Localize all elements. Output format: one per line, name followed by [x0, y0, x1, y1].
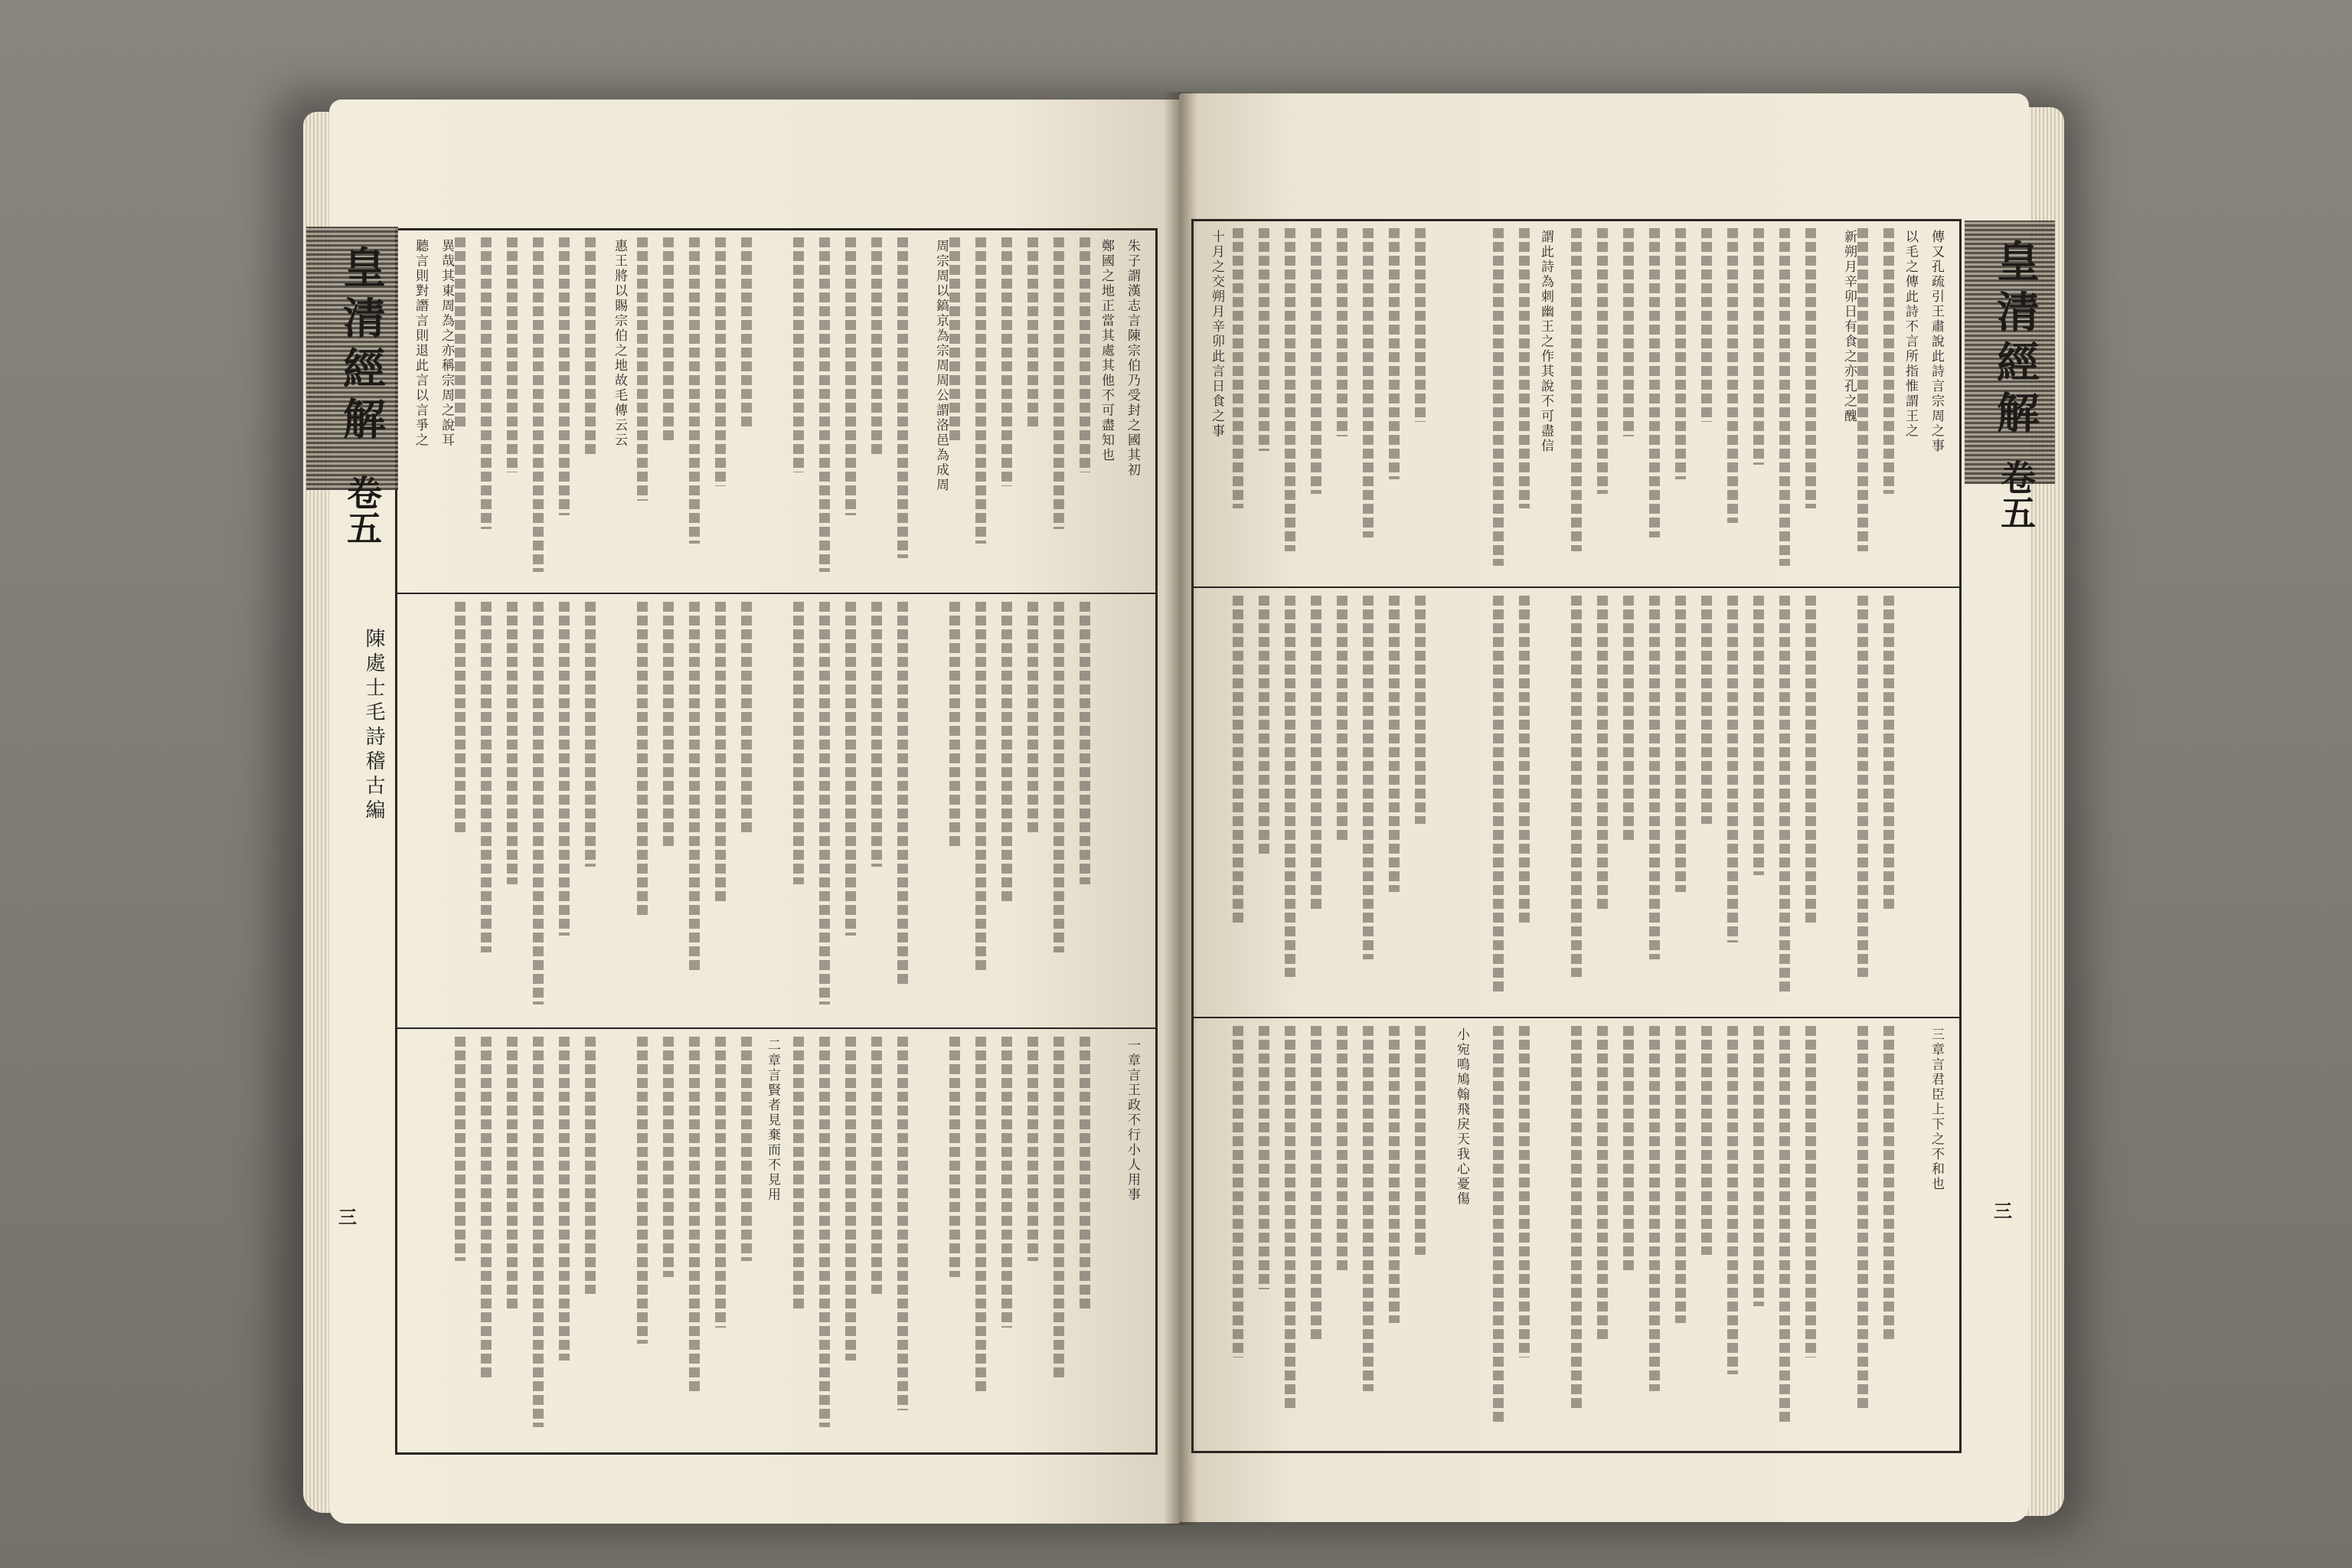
text-column-texture — [585, 602, 596, 867]
text-column-texture — [819, 237, 830, 572]
text-column-texture — [533, 602, 544, 1004]
text-column-texture — [715, 1037, 726, 1328]
text-column-texture — [1779, 596, 1790, 994]
text-column-texture — [1753, 1026, 1764, 1306]
text-column-texture — [1337, 228, 1348, 436]
text-column-texture — [1337, 596, 1348, 841]
text-column-texture — [559, 237, 570, 515]
text-column-texture — [715, 602, 726, 901]
text-column-texture — [1233, 596, 1243, 926]
text-column-texture — [1493, 228, 1504, 566]
text-column-texture — [871, 1037, 882, 1294]
text-column-texture — [1623, 1026, 1634, 1272]
text-column: 異哉其東周為之亦稱宗周之說耳 — [439, 239, 454, 448]
text-column-texture — [637, 1037, 648, 1344]
text-column-texture — [507, 237, 518, 472]
text-column-texture — [1233, 228, 1243, 508]
text-column: 新朔月辛卯日有食之亦孔之醜 — [1841, 230, 1857, 424]
text-column-texture — [1597, 596, 1608, 909]
right-margin-title: 皇清經解 — [1990, 239, 2040, 441]
text-column-texture — [1027, 237, 1038, 430]
text-column-texture — [1701, 596, 1712, 824]
text-column-texture — [1001, 237, 1012, 486]
text-column-texture — [1054, 237, 1064, 529]
text-column-texture — [1001, 602, 1012, 901]
text-column-texture — [1389, 596, 1400, 892]
text-column-texture — [1805, 228, 1816, 508]
text-column-texture — [585, 237, 596, 458]
text-column-texture — [455, 1037, 466, 1261]
text-column-texture — [1311, 596, 1321, 909]
text-column-texture — [1883, 1026, 1894, 1340]
text-column-texture — [897, 237, 908, 558]
text-column-texture — [1571, 228, 1582, 551]
text-column: 一章言王政不行小人用事 — [1125, 1038, 1140, 1203]
text-column: 鄭國之地正當其處其他不可盡知也 — [1099, 239, 1114, 463]
text-column-texture — [1363, 228, 1374, 537]
text-column-texture — [1857, 1026, 1868, 1408]
text-column-texture — [1779, 228, 1790, 566]
text-column-texture — [1415, 1026, 1426, 1255]
text-column-texture — [481, 602, 492, 952]
text-column-texture — [1649, 228, 1660, 537]
text-column: 謂此詩為刺幽王之作其說不可盡信 — [1538, 230, 1553, 454]
text-column-texture — [1389, 1026, 1400, 1323]
text-column-texture — [793, 1037, 804, 1311]
text-column-texture — [1727, 1026, 1738, 1374]
text-column-texture — [507, 1037, 518, 1311]
text-column-texture — [949, 237, 960, 443]
text-column-texture — [1675, 596, 1686, 892]
text-column-texture — [637, 237, 648, 501]
text-column-texture — [1857, 596, 1868, 977]
text-column-texture — [481, 237, 492, 529]
text-column-texture — [845, 602, 856, 936]
left-page-number: 三 — [338, 1206, 357, 1228]
text-column-texture — [1080, 1037, 1090, 1311]
text-column-texture — [1727, 596, 1738, 942]
text-column-texture — [1519, 228, 1530, 508]
left-divider-lower — [395, 1027, 1158, 1029]
text-column-texture — [975, 1037, 986, 1394]
text-column-texture — [845, 237, 856, 515]
left-margin-title: 皇清經解 — [336, 245, 387, 447]
text-column: 聽言則對譖言則退此言以言爭之 — [413, 239, 428, 448]
text-column: 惠王將以賜宗伯之地故毛傳云云 — [612, 239, 627, 448]
text-column-texture — [1027, 602, 1038, 832]
text-column-texture — [1779, 1026, 1790, 1426]
text-column-texture — [1805, 596, 1816, 926]
text-column-texture — [455, 237, 466, 430]
text-column-texture — [819, 1037, 830, 1427]
text-column-texture — [1753, 228, 1764, 465]
text-column-texture — [715, 237, 726, 486]
text-column-texture — [1571, 596, 1582, 977]
text-column-texture — [1675, 228, 1686, 479]
text-column-texture — [689, 237, 700, 544]
text-column-texture — [1054, 602, 1064, 952]
text-column-texture — [1285, 228, 1295, 551]
text-column: 周宗周以鎬京為宗周周公謂洛邑為成周 — [933, 239, 949, 493]
text-column-texture — [975, 237, 986, 544]
text-column-texture — [481, 1037, 492, 1377]
left-margin-volume: 卷五 — [341, 475, 383, 545]
text-column-texture — [1415, 596, 1426, 824]
text-column: 十月之交朔月辛卯此言日食之事 — [1209, 230, 1224, 439]
text-column-texture — [1259, 596, 1269, 858]
text-column: 以毛之傳此詩不言所指惟謂王之 — [1903, 230, 1918, 439]
text-column-texture — [1415, 228, 1426, 422]
text-column-texture — [1259, 1026, 1269, 1289]
text-column-texture — [1649, 596, 1660, 959]
text-column-texture — [1597, 228, 1608, 494]
text-column-texture — [741, 602, 752, 832]
text-column-texture — [1883, 228, 1894, 494]
text-column-texture — [819, 602, 830, 1004]
text-column-texture — [1519, 596, 1530, 926]
text-column-texture — [455, 602, 466, 832]
text-column-texture — [1493, 596, 1504, 994]
text-column-texture — [1363, 596, 1374, 959]
text-column-texture — [1519, 1026, 1530, 1357]
text-column-texture — [1080, 237, 1090, 472]
text-column: 二章言賢者見棄而不見用 — [765, 1038, 780, 1203]
text-column-texture — [663, 237, 674, 443]
text-column-texture — [1337, 1026, 1348, 1272]
text-column-texture — [1311, 1026, 1321, 1340]
text-column-texture — [1649, 1026, 1660, 1391]
text-column-texture — [1259, 228, 1269, 451]
text-column-texture — [871, 237, 882, 458]
text-column-texture — [1233, 1026, 1243, 1357]
text-column-texture — [1597, 1026, 1608, 1340]
text-column-texture — [533, 237, 544, 572]
text-column-texture — [793, 602, 804, 884]
text-column-texture — [1363, 1026, 1374, 1391]
text-column-texture — [1389, 228, 1400, 479]
text-column-texture — [741, 237, 752, 430]
text-column-texture — [1285, 1026, 1295, 1408]
text-column-texture — [1623, 228, 1634, 436]
text-column-texture — [1054, 1037, 1064, 1377]
text-column-texture — [1805, 1026, 1816, 1357]
text-column-texture — [689, 602, 700, 970]
text-column-texture — [1027, 1037, 1038, 1261]
text-column-texture — [1623, 596, 1634, 841]
text-column-texture — [949, 1037, 960, 1277]
text-column-texture — [793, 237, 804, 472]
text-column-texture — [871, 602, 882, 867]
text-column-texture — [1675, 1026, 1686, 1323]
text-column-texture — [559, 1037, 570, 1361]
text-column-texture — [1571, 1026, 1582, 1408]
text-column-texture — [663, 1037, 674, 1277]
text-column-texture — [897, 1037, 908, 1410]
text-column-texture — [663, 602, 674, 850]
text-column-texture — [1701, 1026, 1712, 1255]
text-column: 小宛鳴鳩翰飛戾天我心憂傷 — [1454, 1027, 1469, 1207]
left-block-label: 陳處士毛詩稽古編 — [362, 628, 385, 824]
right-page-number: 三 — [1994, 1200, 2012, 1222]
text-column-texture — [559, 602, 570, 936]
text-column-texture — [1701, 228, 1712, 422]
text-column-texture — [845, 1037, 856, 1361]
text-column-texture — [975, 602, 986, 970]
text-column-texture — [949, 602, 960, 850]
text-column-texture — [1311, 228, 1321, 494]
text-column-texture — [741, 1037, 752, 1261]
right-divider-lower — [1191, 1017, 1962, 1018]
text-column-texture — [1753, 596, 1764, 875]
text-column-texture — [1727, 228, 1738, 523]
text-column-texture — [1883, 596, 1894, 909]
left-divider-upper — [395, 593, 1158, 594]
text-column-texture — [585, 1037, 596, 1294]
text-column-texture — [897, 602, 908, 987]
text-column-texture — [689, 1037, 700, 1394]
text-column-texture — [533, 1037, 544, 1427]
text-column: 三章言君臣上下之不和也 — [1929, 1027, 1944, 1192]
text-column: 朱子謂漢志言陳宗伯乃受封之國其初 — [1125, 239, 1140, 478]
text-column-texture — [1001, 1037, 1012, 1328]
right-divider-upper — [1191, 586, 1962, 588]
text-column-texture — [1080, 602, 1090, 884]
text-column-texture — [507, 602, 518, 884]
right-margin-volume: 卷五 — [1995, 459, 2037, 530]
text-column-texture — [1493, 1026, 1504, 1426]
text-column-texture — [1285, 596, 1295, 977]
text-column: 傳又孔疏引王肅說此詩言宗周之事 — [1929, 230, 1944, 454]
text-column-texture — [1857, 228, 1868, 551]
text-column-texture — [637, 602, 648, 918]
